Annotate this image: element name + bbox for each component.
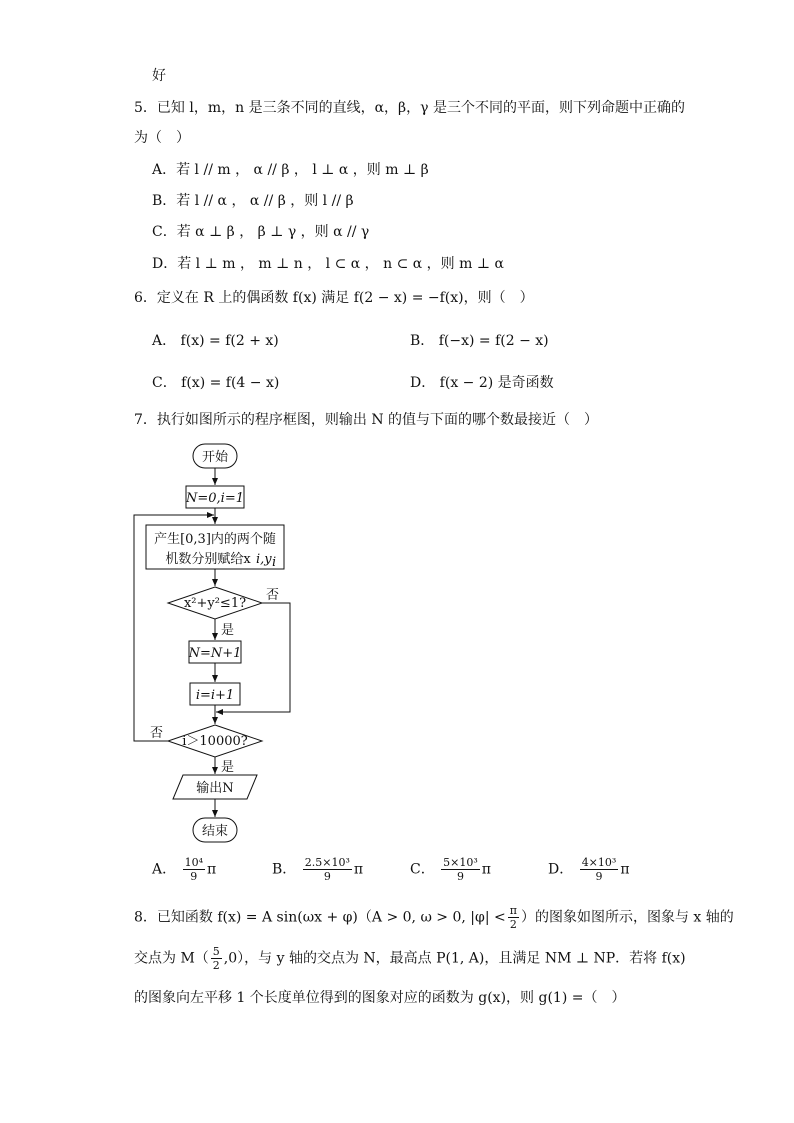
q7-option-d-fraction: [580, 856, 619, 883]
flowchart-condition1-text: x²+y²≤1?: [183, 596, 247, 611]
flowchart-yes2-label: 是: [221, 760, 235, 775]
q5-option-c: C．若 α ⊥ β ， β ⊥ γ ，则 α // γ: [152, 224, 370, 240]
carryover-text: 好: [152, 68, 166, 84]
q7-option-b-fraction: [303, 856, 352, 883]
flowchart-yes1-label: 是: [221, 623, 235, 638]
q7-option-a-pi: π: [207, 861, 217, 878]
flowchart-end-text: 结束: [201, 824, 229, 839]
flowchart-no1-label: 否: [266, 588, 280, 603]
q7-option-a-label: A．: [152, 861, 177, 878]
q8-line2-part-a: 交点为 M（: [134, 950, 209, 967]
q7-option-c-fraction: [441, 856, 480, 883]
flowchart-generate-subscript-i: i: [272, 555, 277, 570]
q7-option-c-label: C．: [410, 861, 435, 878]
q7-option-b: [272, 856, 363, 883]
q5-option-a: A．若 l // m ， α // β ， l ⊥ α ，则 m ⊥ β: [152, 162, 429, 178]
q8-line2-frac-num: 5: [212, 945, 220, 958]
q7-option-b-denominator: 9: [323, 870, 331, 883]
q8-line1-frac-num: π: [509, 904, 517, 917]
q7-option-c: [410, 856, 491, 883]
q7-option-d-denominator: 9: [595, 870, 603, 883]
q5-stem-line2: 为（ ）: [134, 130, 190, 146]
q8-line2-frac-den: 2: [212, 959, 220, 972]
q8-line1-part-b: ）的图象如图所示，图象与 x 轴的: [520, 909, 734, 926]
q7-option-d-numerator: 4×10³: [581, 856, 617, 869]
flowchart-start-text: 开始: [201, 450, 229, 465]
q6-stem: 6．定义在 R 上的偶函数 f(x) 满足 f(2 − x) = −f(x)，则（ ）: [134, 290, 534, 306]
q7-option-d-pi: π: [620, 861, 630, 878]
flowchart-init-text: N=0,i=1: [186, 491, 244, 506]
q7-option-a: [152, 856, 216, 883]
q6-option-d: D． f(x − 2) 是奇函数: [410, 375, 554, 391]
q8-line1: [134, 904, 734, 931]
q8-line1-frac-den: 2: [509, 918, 517, 931]
q7-option-d: [548, 856, 630, 883]
q8-line1-fraction: [508, 904, 519, 931]
q8-line2-fraction: [211, 945, 222, 972]
q8-line3: 的图象向左平移 1 个长度单位得到的图象对应的函数为 g(x)，则 g(1) =（ ）: [134, 990, 626, 1006]
q7-option-b-numerator: 2.5×10³: [304, 856, 350, 869]
q7-option-c-denominator: 9: [456, 870, 464, 883]
flowchart-condition2-text: i＞10000?: [182, 734, 248, 749]
q5-option-d: D．若 l ⊥ m ， m ⊥ n ， l ⊂ α ， n ⊂ α ，则 m ⊥ α: [152, 256, 504, 272]
q7-option-b-pi: π: [353, 861, 364, 878]
q7-stem: 7．执行如图所示的程序框图，则输出 N 的值与下面的哪个数最接近（ ）: [134, 412, 599, 428]
flowchart-output-text: 输出N: [196, 781, 234, 796]
q7-option-c-pi: π: [481, 861, 491, 878]
flowchart-generate-line1: 产生[0,3]内的两个随: [154, 532, 276, 547]
q7-option-d-label: D．: [548, 861, 574, 878]
flowchart-generate-line2: 机数分别赋给x: [165, 552, 251, 567]
q5-option-b: B．若 l // α ， α // β ，则 l // β: [152, 193, 354, 209]
q8-line2-part-b: ,0），与 y 轴的交点为 N，最高点 P(1, A)，且满足 NM ⊥ NP．若将 f(x): [223, 950, 686, 967]
q6-option-a: A． f(x) = f(2 + x): [152, 333, 279, 349]
flowchart-generate-subscript: i,y: [256, 552, 272, 567]
flowchart-no2-label: 否: [150, 726, 164, 741]
flowchart-inc-n-text: N=N+1: [188, 646, 242, 661]
q7-option-a-numerator: 10⁴: [184, 856, 203, 869]
q7-option-c-numerator: 5×10³: [443, 856, 478, 869]
q7-option-b-label: B．: [272, 861, 297, 878]
q7-option-a-fraction: [183, 856, 205, 883]
q5-stem-line1: 5．已知 l，m，n 是三条不同的直线，α，β，γ 是三个不同的平面，则下列命题中正确的: [134, 100, 685, 116]
q8-line2: [134, 945, 686, 972]
q8-line1-part-a: 8．已知函数 f(x) = A sin(ωx + φ)（A > 0, ω > 0, |φ| <: [134, 909, 506, 926]
q6-option-b: B． f(−x) = f(2 − x): [410, 333, 549, 349]
q7-option-a-denominator: 9: [190, 870, 198, 883]
q6-option-c: C． f(x) = f(4 − x): [152, 375, 280, 391]
flowchart-inc-i-text: i=i+1: [195, 688, 235, 703]
